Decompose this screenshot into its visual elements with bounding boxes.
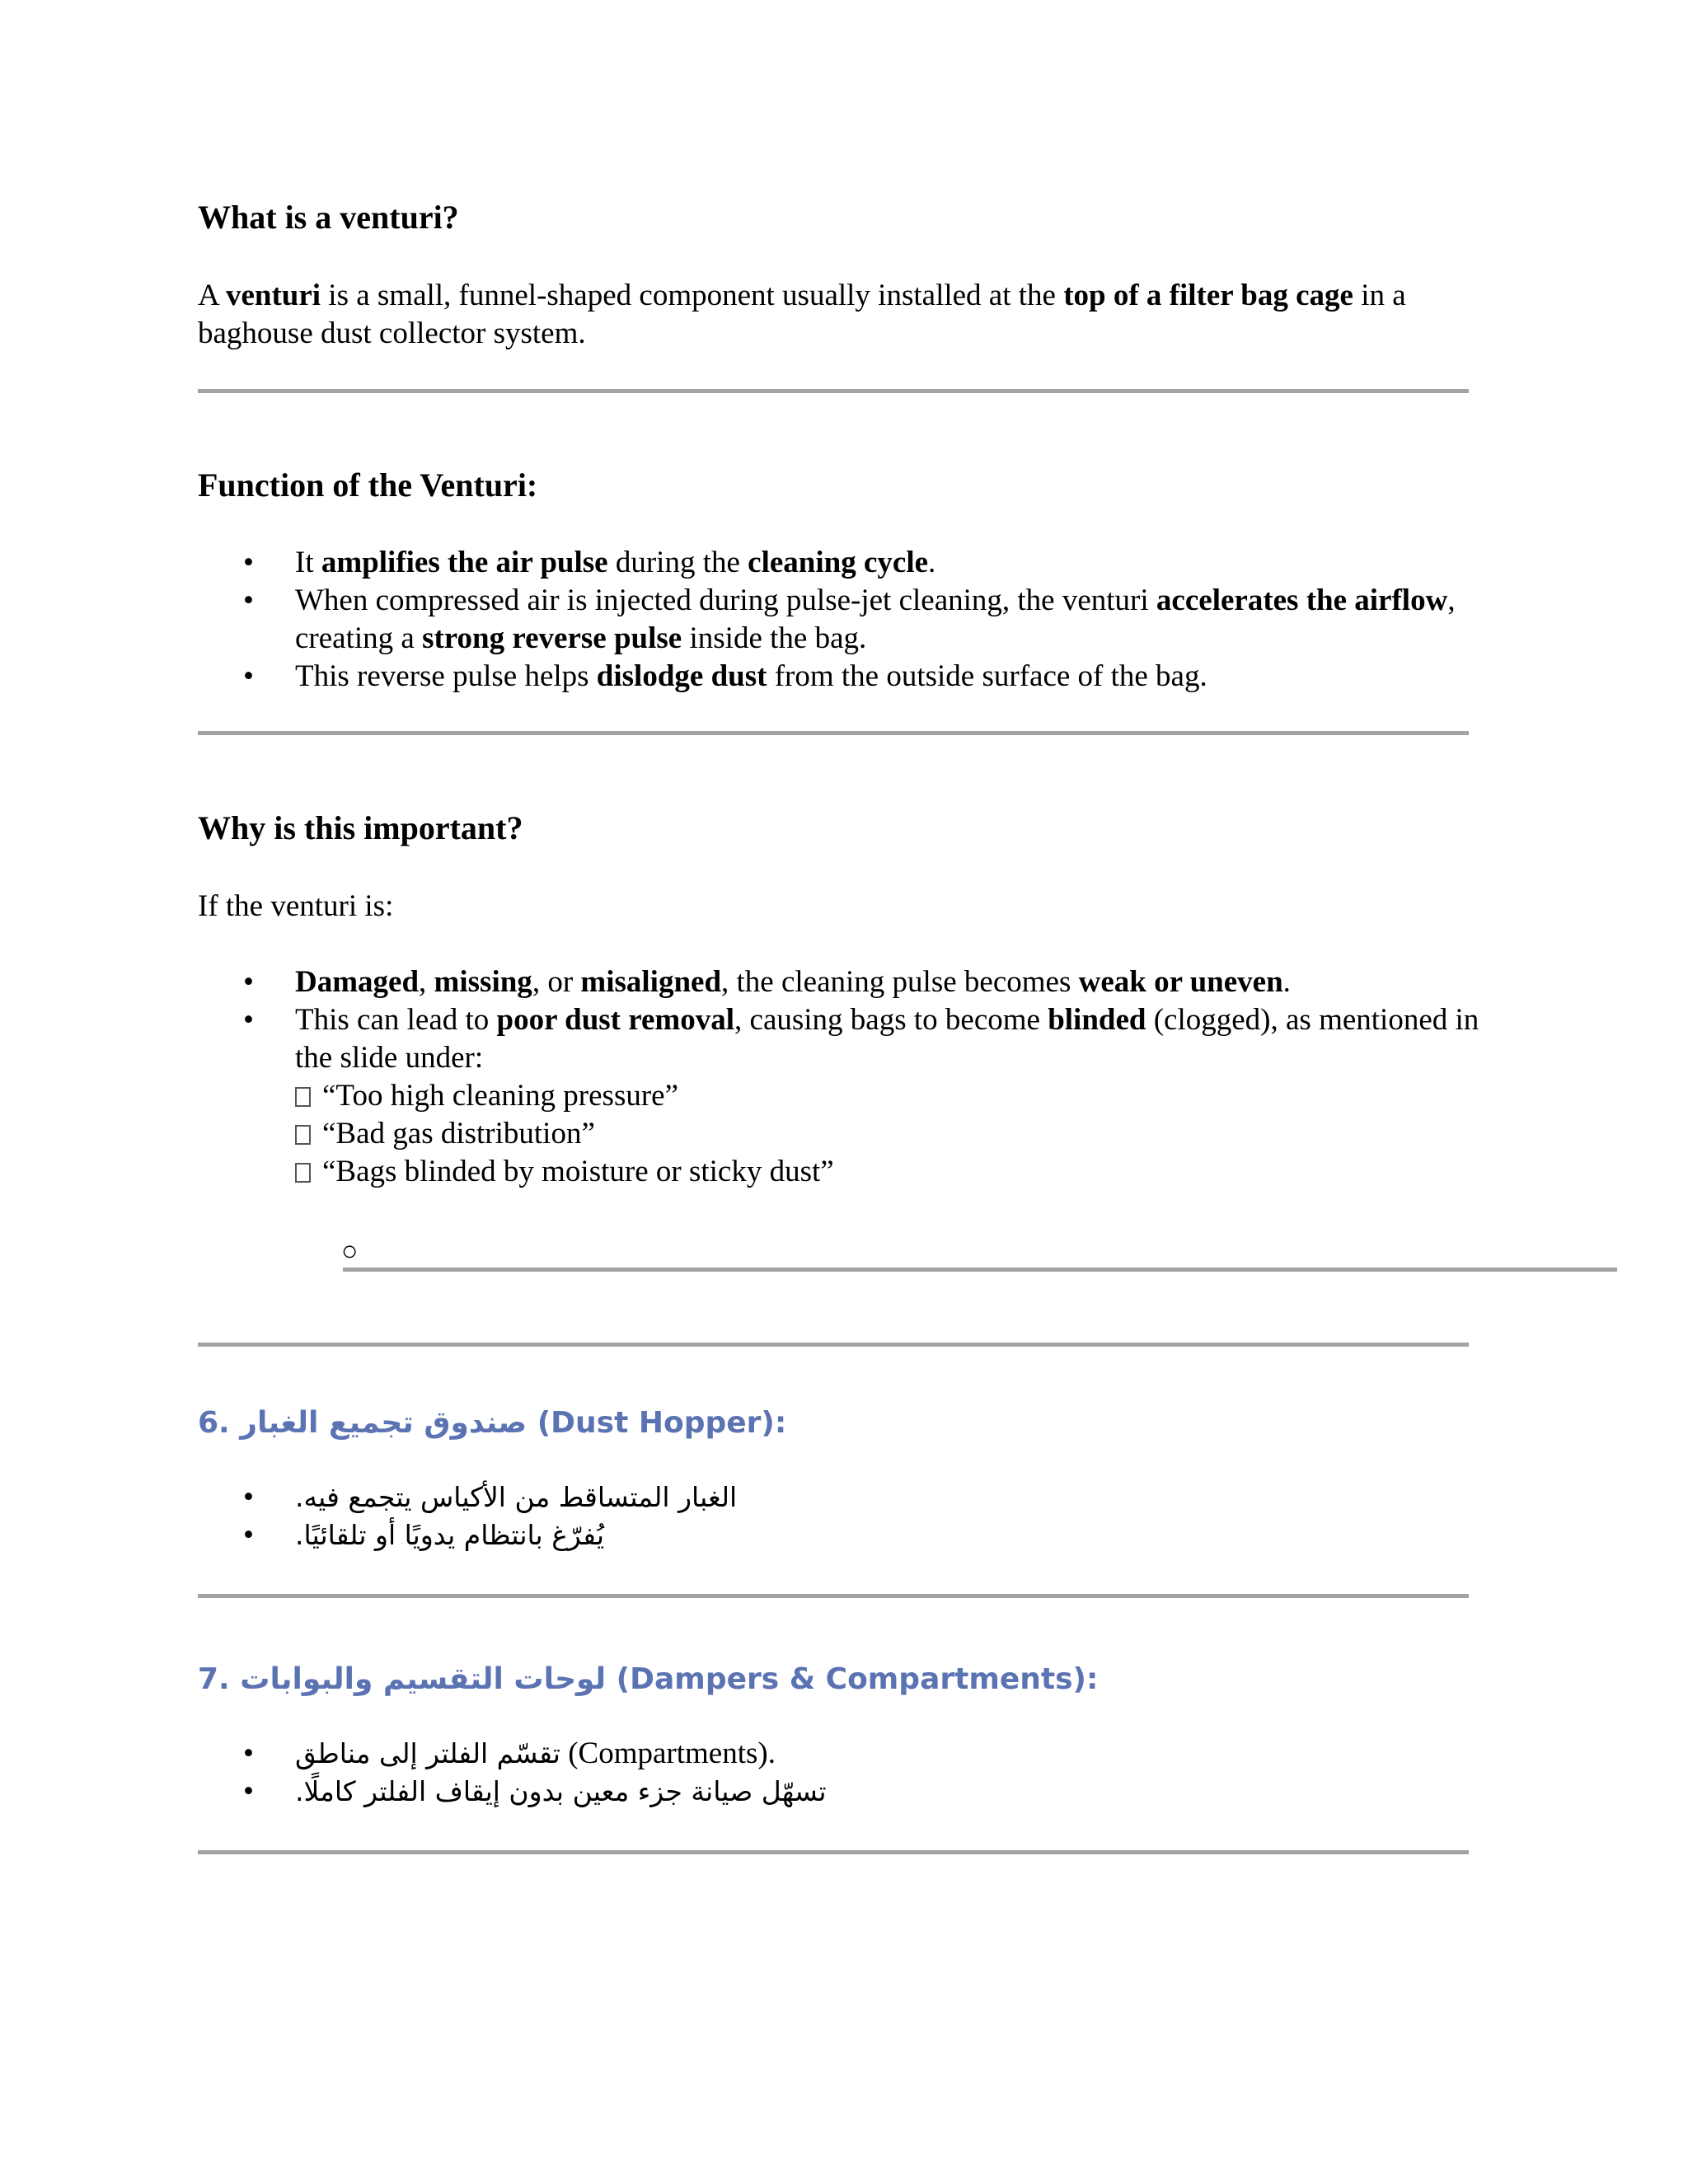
- heading-function-of-venturi: Function of the Venturi:: [198, 466, 538, 504]
- list-item: • When compressed air is injected during pulse-jet cleaning, the venturi accelerates the airflow, creating a strong reverse pulse inside the bag.: [243, 583, 1456, 655]
- bullet-icon: •: [243, 1518, 254, 1552]
- horizontal-rule: [198, 731, 1469, 735]
- list-item: • Damaged, missing, or misaligned, the cleaning pulse becomes weak or uneven.: [198, 963, 1484, 1001]
- horizontal-rule: [198, 389, 1469, 393]
- horizontal-rule: [198, 1594, 1469, 1598]
- heading-what-is-venturi: What is a venturi?: [198, 199, 459, 236]
- list-item: • It amplifies the air pulse during the cleaning cycle.: [198, 544, 1484, 582]
- list-item: • This can lead to poor dust removal, causing bags to become blinded (clogged), as mentioned in the slide under: “Too high cleaning pressure” “Bad gas distribution” “Bags blinded by moisture or sticky dust”: [198, 1001, 1484, 1191]
- bullet-icon: •: [243, 583, 254, 617]
- list-item: • الغبار المتساقط من الأكياس يتجمع فيه.: [198, 1479, 1484, 1516]
- why-bullet-list: [198, 963, 1484, 1191]
- horizontal-rule: [198, 1850, 1469, 1854]
- venturi-definition-paragraph: A venturi is a small, funnel-shaped component usually installed at the top of a filter bag cage in a baghouse dust collector system.: [198, 279, 1406, 350]
- list-item: • تقسّم الفلتر إلى مناطق (Compartments).: [198, 1735, 1484, 1773]
- heading-why-important: Why is this important?: [198, 809, 523, 846]
- bullet-icon: •: [243, 1003, 254, 1037]
- function-bullet-list: [198, 544, 1484, 696]
- dampers-bullet-list: [198, 1735, 1484, 1811]
- bullet-icon: •: [243, 965, 254, 999]
- sub-item: “Bags blinded by moisture or sticky dust”: [295, 1153, 1484, 1191]
- list-item: • يُفرّغ بانتظام يدويًا أو تلقائيًا.: [198, 1516, 1484, 1554]
- missing-glyph-box-icon: [295, 1163, 311, 1183]
- bullet-icon: •: [243, 546, 254, 579]
- missing-glyph-box-icon: [295, 1125, 311, 1145]
- heading-dampers-compartments: 7. لوحات التقسيم والبوابات (Dampers & Compartments):: [198, 1662, 1099, 1696]
- why-intro-text: If the venturi is:: [198, 889, 394, 923]
- bullet-icon: •: [243, 1774, 254, 1808]
- horizontal-rule: [198, 1343, 1469, 1347]
- missing-glyph-box-icon: [295, 1087, 311, 1107]
- sub-item: “Bad gas distribution”: [295, 1115, 1484, 1153]
- hopper-bullet-list: [198, 1479, 1484, 1554]
- list-item: • تسهّل صيانة جزء معين بدون إيقاف الفلتر كاملًا.: [198, 1773, 1484, 1811]
- list-item: • This reverse pulse helps dislodge dust from the outside surface of the bag.: [198, 658, 1484, 696]
- bullet-icon: •: [243, 1736, 254, 1770]
- bullet-icon: •: [243, 1480, 254, 1514]
- sub-item: “Too high cleaning pressure”: [295, 1077, 1484, 1115]
- heading-dust-hopper: 6. صندوق تجميع الغبار (Dust Hopper):: [198, 1406, 787, 1440]
- bullet-icon: •: [243, 659, 254, 693]
- circle-bullet-icon: ○: [341, 1236, 359, 1267]
- horizontal-rule: [343, 1268, 1617, 1272]
